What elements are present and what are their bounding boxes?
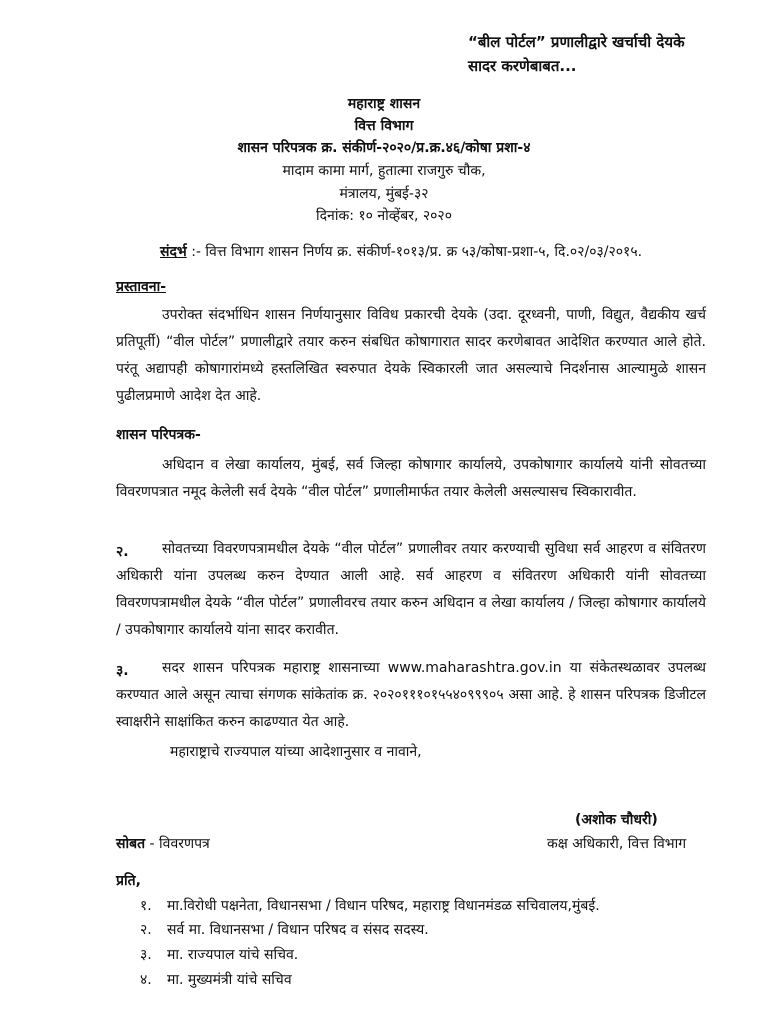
para-2-number: २. <box>116 544 129 560</box>
copy-to-item-3: मा. राज्यपाल यांचे सचिव. <box>167 947 299 963</box>
reference <box>160 242 642 261</box>
reference-label: संदर्भ <box>160 244 187 260</box>
department-name: वित्त विभाग <box>354 118 414 134</box>
circular-date: दिनांक: १० नोव्हेंबर, २०२० <box>315 208 452 224</box>
preamble-text: उपरोक्त संदर्भाधिन शासन निर्णयानुसार विविध प्रकारची देयके (उदा. दूरध्वनी, पाणी, विद्युत, वैद्यकीय खर्च प्रतिपूर्ती) “वील पोर्टल” प्रणालीद्वारे तयार करुन संबधित कोषागारात सादर करणेबावत आदेशित करण्यात आले होते. परंतू अद्यापही कोषागारांमध्ये हस्तलिखित स्वरुपात देयके स्विकारली जात असल्याचे निदर्शनास आल्यामुळे शासन पुढीलप्रमाणे आदेश देत आहे. <box>116 307 706 404</box>
enclosure <box>116 834 210 853</box>
closing-line: महाराष्ट्राचे राज्यपाल यांच्या आदेशानुसार व नावाने, <box>170 744 422 760</box>
circular-para-3: सदर शासन परिपत्रक महाराष्ट्र शासनाच्या www.maharashtra.gov.in या संकेतस्थळावर उपलब्ध करण्यात आले असून त्याचा संगणक सांकेतांक क्र. २०२०१११०१५५४०९९९०५ असा आहे. हे शासन परिपत्रक डिजीटल स्वाक्षरीने साक्षांकित करुन काढण्यात येत आहे. <box>116 660 706 730</box>
copy-to-item-1: मा.विरोधी पक्षनेता, विधानसभा / विधान परिषद, महाराष्ट्र विधानमंडळ सचिवालय,मुंबई. <box>167 898 600 914</box>
subject-line-2: सादर करणेबाबत... <box>468 57 577 75</box>
address-line-1: मादाम कामा मार्ग, हुतात्मा राजगुरु चौक, <box>282 163 486 179</box>
copy-to-item-2-number: २. <box>140 922 152 938</box>
copy-to-item-4-number: ४. <box>140 972 152 988</box>
signatory-designation: कक्ष अधिकारी, वित्त विभाग <box>547 836 687 852</box>
copy-to-item-4: मा. मुख्यमंत्री यांचे सचिव <box>167 972 292 988</box>
preamble-heading: प्रस्तावना- <box>116 279 167 295</box>
address-line-2: मंत्रालय, मुंबई-३२ <box>339 186 429 202</box>
subject-line-1: “बील पोर्टल” प्रणालीद्वारे खर्चाची देयके <box>468 33 685 51</box>
circular-para-1: अधिदान व लेखा कार्यालय, मुंबई, सर्व जिल्हा कोषागार कार्यालये, उपकोषागार कार्यालये यांनी सोवतच्या विवरणपत्रात नमूद केलेली सर्व देयके “वील पोर्टल” प्रणालीमार्फत तयार केलेली असल्यासच स्विकारावीत. <box>116 457 706 500</box>
copy-to-item-2: सर्व मा. विधानसभा / विधान परिषद व संसद सदस्य. <box>167 922 429 938</box>
circular-number: शासन परिपत्रक क्र. संकीर्ण-२०२०/प्र.क्र.४६/कोषा प्रशा-४ <box>237 140 531 156</box>
circular-heading: शासन परिपत्रक- <box>116 427 201 443</box>
signatory-name: (अशोक चौधरी) <box>575 812 658 828</box>
circular-para-2: सोवतच्या विवरणपत्रामधील देयके “वील पोर्टल” प्रणालीवर तयार करण्याची सुविधा सर्व आहरण व संवितरण अधिकारी यांना उपलब्ध करुन देण्यात आली आहे. सर्व आहरण व संवितरण अधिकारी यांनी सोवतच्या विवरणपत्रामधील देयके “वील पोर्टल” प्रणालीवरच तयार करुन अधिदान व लेखा कार्यालय / जिल्हा कोषागार कार्यालये / उपकोषागार कार्यालये यांना सादर करावीत. <box>116 541 706 638</box>
copy-to-item-3-number: ३. <box>140 947 152 963</box>
copy-to-item-1-number: १. <box>140 898 152 914</box>
enclosure-text: - विवरणपत्र <box>145 836 210 852</box>
enclosure-label: सोबत <box>116 836 146 852</box>
govt-name: महाराष्ट्र शासन <box>347 96 421 112</box>
para-3-number: ३. <box>116 663 129 679</box>
copy-to-heading: प्रति, <box>116 873 141 889</box>
reference-text: :- वित्त विभाग शासन निर्णय क्र. संकीर्ण-१०१३/प्र. क्र ५३/कोषा-प्रशा-५, दि.०२/०३/२०१५. <box>186 244 643 260</box>
